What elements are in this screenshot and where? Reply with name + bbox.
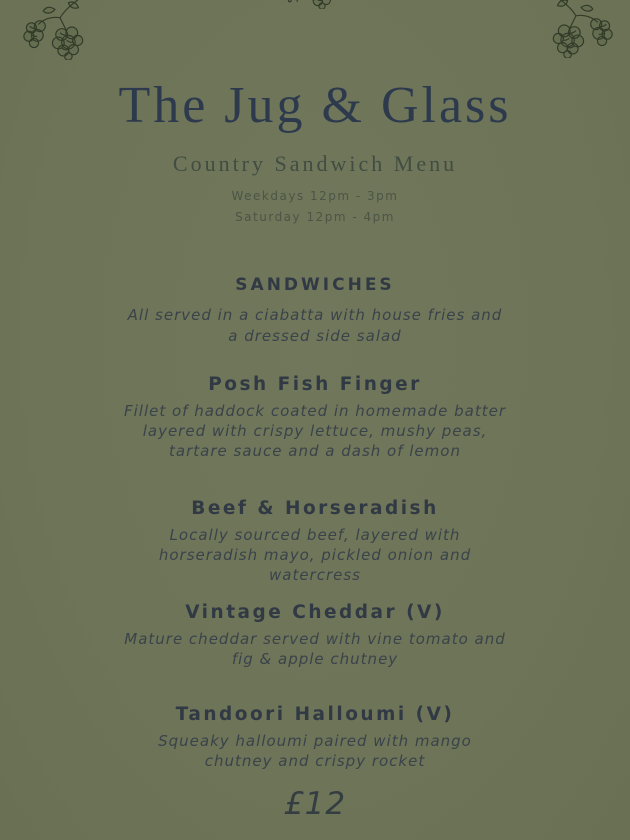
menu-item-name: Vintage Cheddar (V) — [185, 602, 445, 623]
price: £12 — [283, 786, 347, 822]
menu-item-posh-fish-finger — [0, 373, 630, 461]
opening-hours — [0, 186, 630, 228]
menu-item-description: Locally sourced beef, layered with horseradish mayo, pickled onion and watercress — [158, 526, 472, 584]
section-note: All served in a ciabatta with house fries and a dressed side salad — [127, 306, 503, 345]
section-title-sandwiches: SANDWICHES — [235, 275, 395, 295]
menu-item-description: Fillet of haddock coated in homemade batter layered with crispy lettuce, mushy peas, tartare sauce and a dash of lemon — [123, 402, 507, 460]
menu-item-vintage-cheddar — [0, 601, 630, 669]
menu-item-description: Mature cheddar served with vine tomato and fig & apple chutney — [124, 630, 506, 668]
menu-item-tandoori-halloumi — [0, 703, 630, 771]
page-title: The Jug & Glass — [118, 77, 512, 134]
menu-item-description: Squeaky halloumi paired with mango chutney and crispy rocket — [158, 732, 472, 770]
saturday-hours: Saturday 12pm - 4pm — [235, 210, 395, 224]
menu-item-name: Beef & Horseradish — [191, 498, 439, 519]
menu-item-beef-horseradish — [0, 497, 630, 585]
weekday-hours: Weekdays 12pm - 3pm — [231, 189, 399, 203]
menu-item-name: Posh Fish Finger — [208, 374, 422, 395]
page-subtitle: Country Sandwich Menu — [172, 151, 458, 176]
menu-item-name: Tandoori Halloumi (V) — [175, 704, 455, 725]
